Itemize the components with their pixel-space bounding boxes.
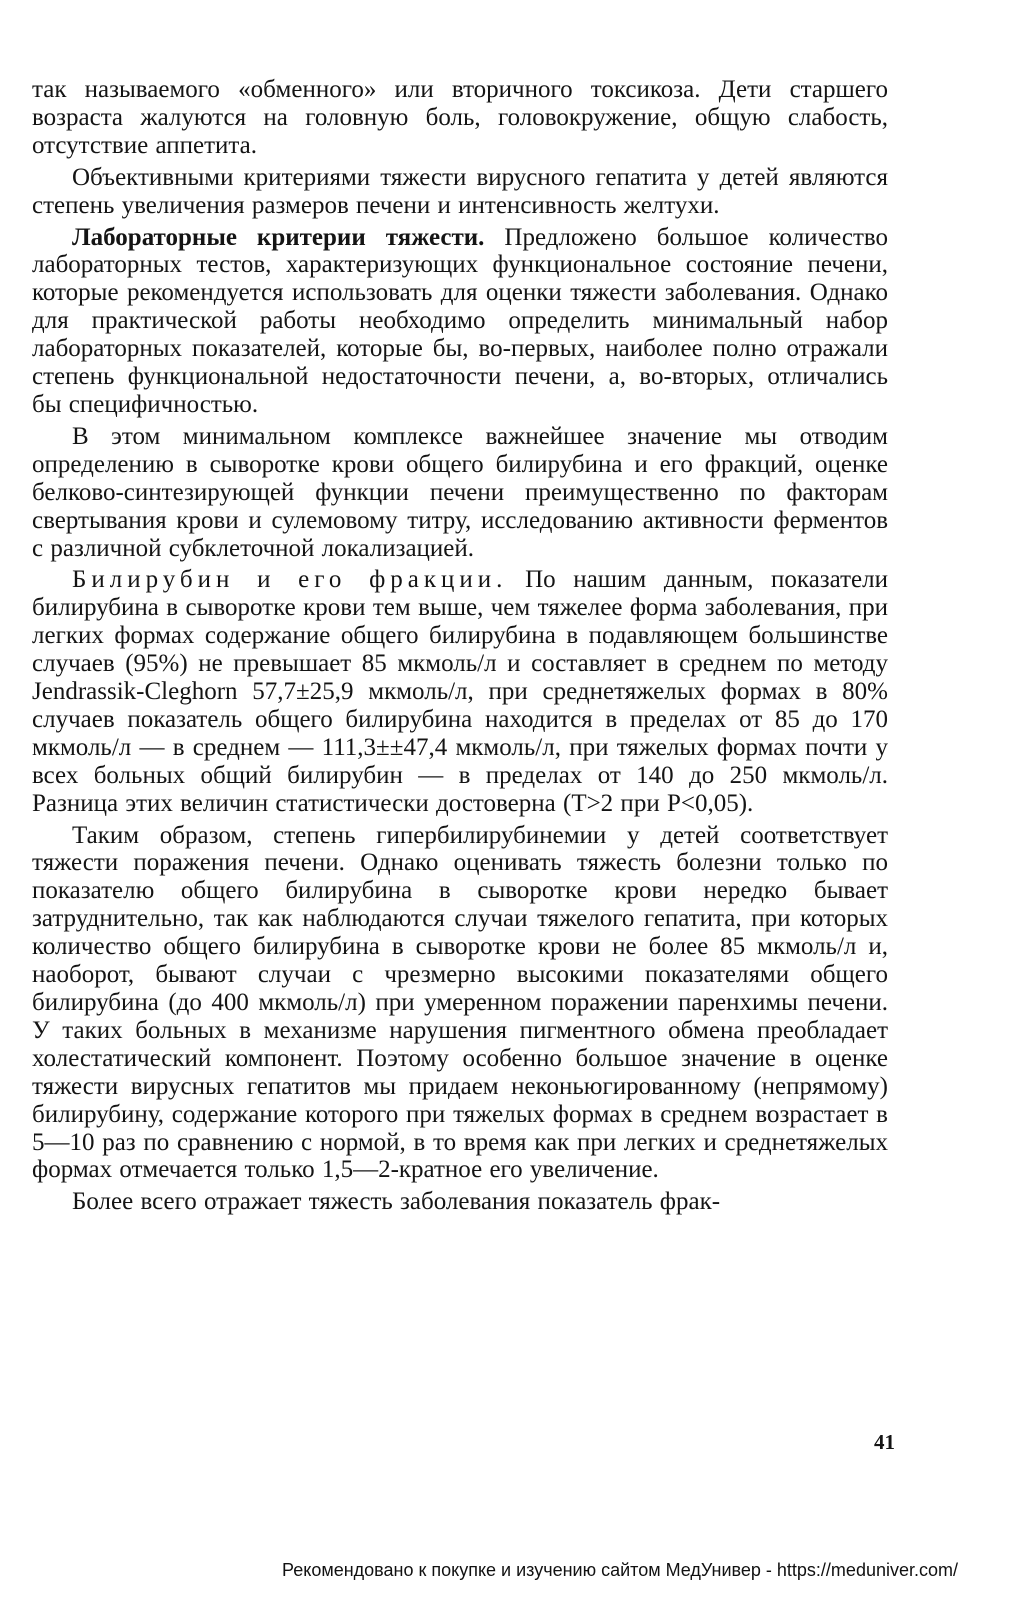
paragraph-bilirubin [32,566,888,817]
footer-recommendation: Рекомендовано к покупке и изучению сайтом МедУнивер - https://meduniver.com/ [282,1560,958,1580]
paragraph-minimal-complex [32,423,888,563]
paragraph-text: В этом минимальном комплексе важнейшее значение мы отводим определению в сыворотке крови общего билирубина и его фракций, оценке белково-синтезирующей функции печени преимущественно по факторам свертывания крови и сулемовому титру, исследованию активности ферментов с различной субклеточной локализацией. [32,422,888,562]
section-heading-lab-criteria: Лабораторные критерии тяжести. [72,223,485,251]
paragraph-text: По нашим данным, показатели билирубина в сыворотке крови тем выше, чем тяжелее форма заболевания, при легких формах содержание общего билирубина в подавляющем большинстве случаев (95%) не превышает 85 мкмоль/л и составляет в среднем по методу Jendrassik-Cleghorn 57,7±25,9 мкмоль/л, при среднетяжелых формах в 80% случаев показатель общего билирубина находится в пределах от 85 до 170 мкмоль/л — в среднем — 111,3±±47,4 мкмоль/л, при тяжелых формах почти у всех больных общий билирубин — в пределах от 140 до 250 мкмоль/л. Разница этих величин статистически достоверна (Т>2 при Р<0,05). [32,566,888,817]
paragraph-text: Таким образом, степень гипербилирубинемии у детей соответствует тяжести поражения печени. Однако оценивать тяжесть болезни только по показателю общего билирубина в сыворотке крови нередко бывает затруднительно, так как наблюдаются случаи тяжелого гепатита, при которых количество общего билирубина в сыворотке крови не более 85 мкмоль/л и, наоборот, бывают случаи с чрезмерно высокими показателями общего билирубина (до 400 мкмоль/л) при умеренном поражении паренхимы печени. У таких больных в механизме нарушения пигментного обмена преобладает холестатический компонент. Поэтому особенно большое значение в оценке тяжести вирусных гепатитов мы придаем неконьюгированному (непрямому) билирубину, содержание которого при тяжелых формах в среднем возрастает в 5—10 раз по сравнению с нормой, в то время как при легких и среднетяжелых формах отмечается только 1,5—2-кратное его увеличение. [32,821,888,1184]
paragraph-text: Более всего отражает тяжесть заболевания показатель фрак- [72,1188,721,1216]
paragraph-text: Предложено большое количество лабораторных тестов, характеризующих функциональное состояние печени, которые рекомендуется использовать для оценки тяжести заболевания. Однако для практической работы необходимо определить минимальный набор лабораторных показателей, которые бы, во-первых, наиболее полно отражали степень функциональной недостаточности печени, а, во-вторых, отличались бы специфичностью. [32,223,888,418]
paragraph-hyperbilirubinemia [32,822,888,1185]
paragraph-lab-criteria [32,224,888,419]
paragraph-text: Объективными критериями тяжести вирусного гепатита у детей являются степень увеличения размеров печени и интенсивность желтухи. [32,163,888,219]
paragraph-continuation [32,1188,888,1216]
paragraph-objective-criteria [32,164,888,220]
paragraph-text: так называемого «обменного» или вторичного токсикоза. Дети старшего возраста жалуются на головную боль, головокружение, общую слабость, отсутствие аппетита. [32,76,888,159]
book-page [32,76,888,1476]
section-heading-bilirubin: Билирубин и его фракции. [72,566,508,594]
page-number: 41 [874,1430,895,1454]
paragraph-intro-continuation [32,76,888,160]
